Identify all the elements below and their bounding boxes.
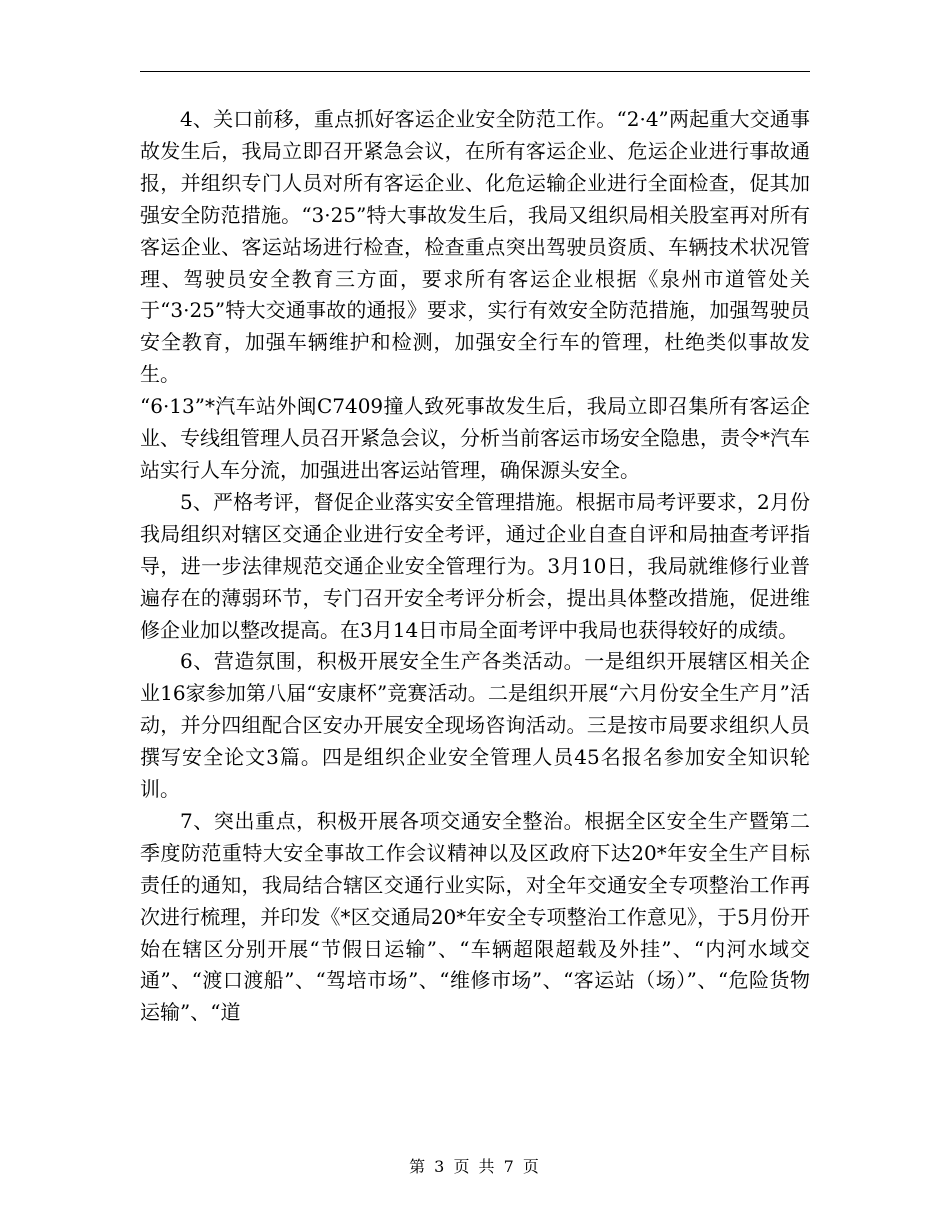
paragraph-item-6-activities: 6、营造氛围，积极开展安全生产各类活动。一是组织开展辖区相关企业16家参加第八届“安康杯”竞赛活动。二是组织开展“六月份安全生产月”活动，并分四组配合区安办开展安全现场咨询活动。三是按市局要求组织人员撰写安全论文3篇。四是组织企业安全管理人员45名报名参加安全知识轮训。 — [140, 649, 810, 802]
header-rule — [140, 71, 810, 72]
page-footer — [0, 1154, 950, 1177]
page-number: 第 3 页 共 7 页 — [409, 1157, 541, 1176]
paragraph-item-4-prevention: 4、关口前移，重点抓好客运企业安全防范工作。“2·4”两起重大交通事故发生后，我局立即召开紧急会议，在所有客运企业、危运企业进行事故通报，并组织专门人员对所有客运企业、化危运输企业进行全面检查，促其加强安全防范措施。“3·25”特大事故发生后，我局又组织局相关股室再对所有客运企业、客运站场进行检查，检查重点突出驾驶员资质、车辆技术状况管理、驾驶员安全教育三方面，要求所有客运企业根据《泉州市道管处关于“3·25”特大交通事故的通报》要求，实行有效安全防范措施，加强驾驶员安全教育，加强车辆维护和检测，加强安全行车的管理，杜绝类似事故发生。 — [140, 107, 810, 387]
document-body — [140, 104, 810, 1029]
paragraph-item-7-rectification: 7、突出重点，积极开展各项交通安全整治。根据全区安全生产暨第二季度防范重特大安全事故工作会议精神以及区政府下达20*年安全生产目标责任的通知，我局结合辖区交通行业实际，对全年交通安全专项整治工作再次进行梳理，并印发《*区交通局20*年安全专项整治工作意见》，于5月份开始在辖区分别开展“节假日运输”、“车辆超限超载及外挂”、“内河水域交通”、“渡口渡船”、“驾培市场”、“维修市场”、“客运站（场）”、“危险货物运输”、“道 — [140, 808, 810, 1025]
paragraph-item-5-assessment: 5、严格考评，督促企业落实安全管理措施。根据市局考评要求，2月份我局组织对辖区交通企业进行安全考评，通过企业自查自评和局抽查考评指导，进一步法律规范交通企业安全管理行为。3月10日，我局就维修行业普遍存在的薄弱环节，专门召开安全考评分析会，提出具体整改措施，促进维修企业加以整改提高。在3月14日市局全面考评中我局也获得较好的成绩。 — [140, 489, 810, 642]
paragraph-incident-613: “6·13”*汽车站外闽C7409撞人致死事故发生后，我局立即召集所有客运企业、专线组管理人员召开紧急会议，分析当前客运市场安全隐患，责令*汽车站实行人车分流，加强进出客运站管理，确保源头安全。 — [140, 394, 810, 482]
